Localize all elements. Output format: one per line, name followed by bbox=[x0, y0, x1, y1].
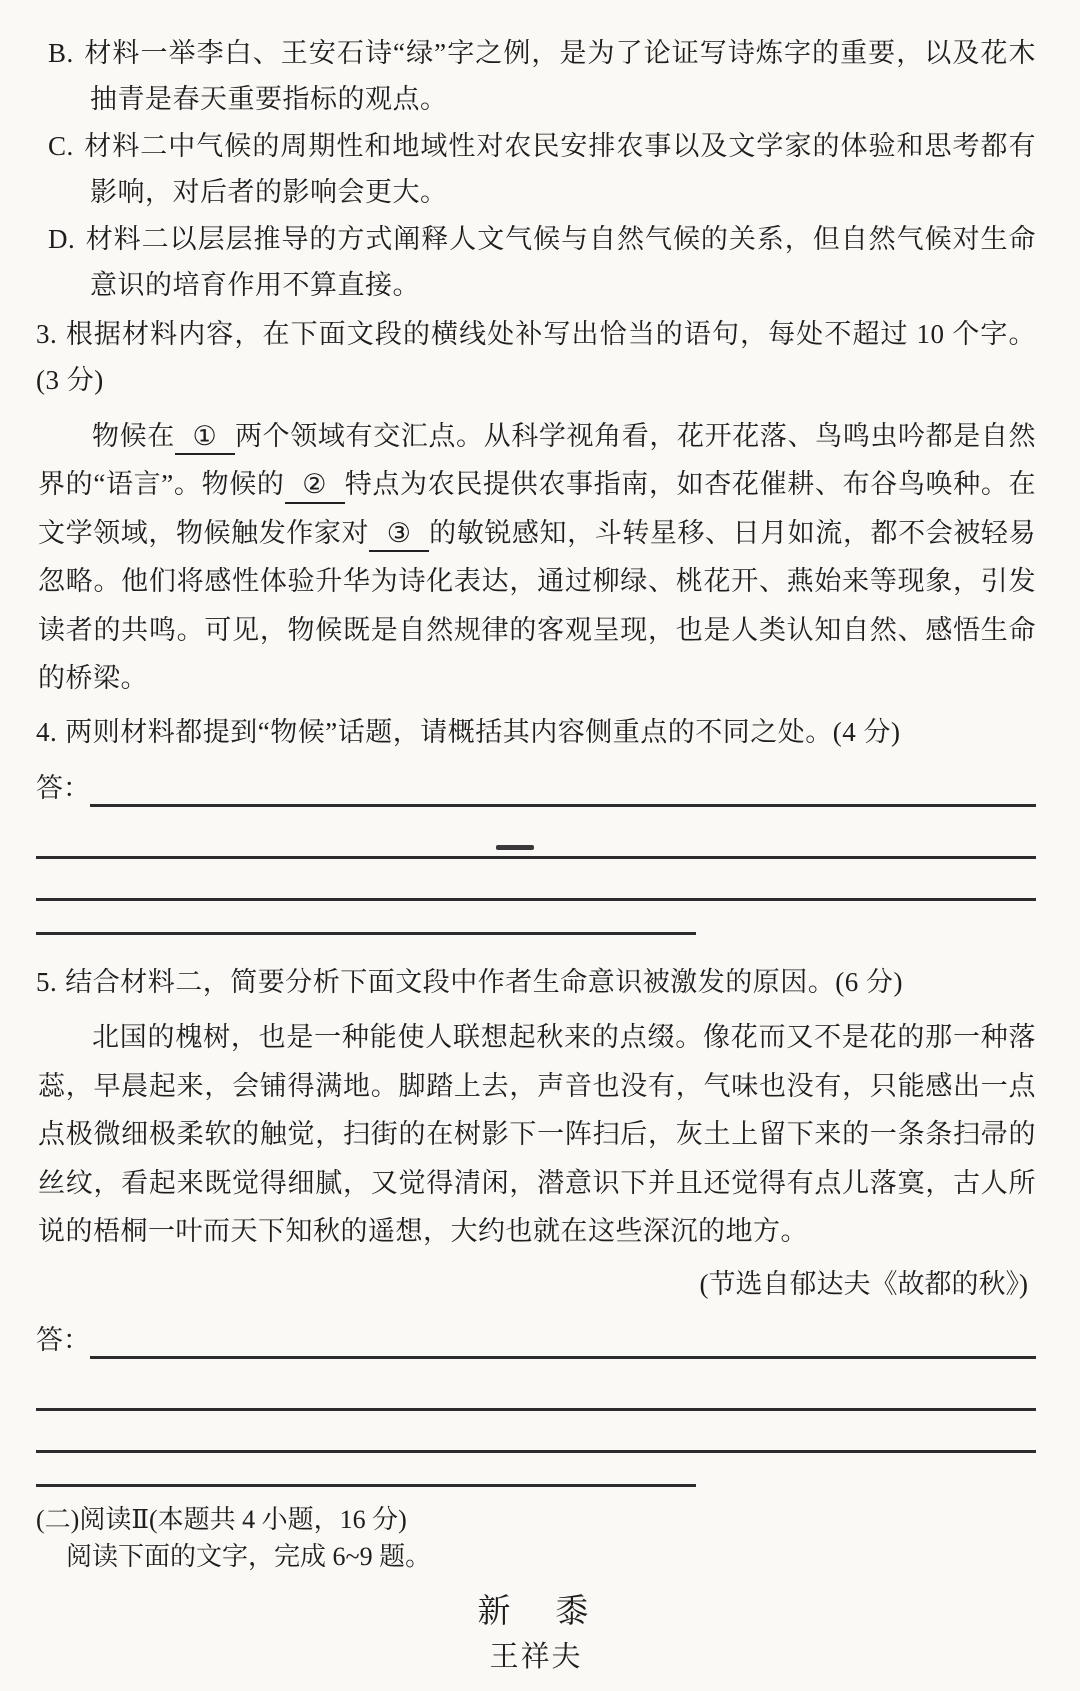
question-4-answer-line-3 bbox=[36, 859, 1036, 901]
question-5-answer-label: 答： bbox=[36, 1324, 90, 1355]
question-5-stem: 结合材料二，简要分析下面文段中作者生命意识被激发的原因。(6 分) bbox=[65, 966, 903, 997]
question-5-passage: 北国的槐树，也是一种能使人联想起秋来的点缀。像花而又不是花的那一种落蕊，早晨起来，会铺得满地。脚踏上去，声音也没有，气味也没有，只能感出一点点极微细极柔软的触觉，扫街的在树影下一阵扫后，灰土上留下来的一条条扫帚的丝纹，看起来既觉得细腻，又觉得清闲，潜意识下并且还觉得有点儿落寞，古人所说的梧桐一叶而天下知秋的遥想，大约也就在这些深沉的地方。 bbox=[38, 1021, 1036, 1247]
blank-3: ③ bbox=[369, 517, 429, 553]
question-3 bbox=[36, 311, 1036, 404]
question-3-passage bbox=[38, 412, 1036, 704]
q3-passage-seg4: 的敏锐感知，斗转星移、日月如流，都不会被轻易忽略。他们将感性体验升华为诗化表达，通过柳绿、桃花开、燕始来等现象，引发读者的共鸣。可见，物候既是自然规律的客观呈现，也是人类认知自然、感悟生命的桥梁。 bbox=[38, 517, 1037, 694]
question-5-answer-line-3 bbox=[36, 1411, 1036, 1453]
option-d-text: 材料二以层层推导的方式阐释人文气候与自然气候的关系，但自然气候对生命意识的培育作用不算直接。 bbox=[85, 223, 1036, 301]
question-5-number: 5. bbox=[36, 966, 58, 997]
question-5-answer-row bbox=[36, 1318, 1036, 1359]
question-4-answer-line-1 bbox=[90, 769, 1036, 807]
option-d bbox=[48, 216, 1036, 309]
blank-1: ① bbox=[175, 420, 235, 456]
section-2-instruction: 阅读下面的文字，完成 6~9 题。 bbox=[66, 1542, 432, 1572]
question-4-answer-line-4 bbox=[36, 901, 696, 935]
question-4-stem: 两则材料都提到“物候”话题，请概括其内容侧重点的不同之处。(4 分) bbox=[65, 717, 901, 748]
option-b bbox=[48, 30, 1036, 123]
question-5-answer-line-4 bbox=[36, 1453, 696, 1487]
option-c bbox=[48, 123, 1036, 216]
question-4-answer-label: 答： bbox=[36, 772, 90, 803]
q3-passage-seg3: 特点为农民提供农事指南，如杏花催耕、布谷鸟唤种。在文学领域，物候触发作家对 bbox=[38, 469, 1037, 548]
option-b-label: B. bbox=[48, 38, 74, 68]
section-2-heading: (二)阅读Ⅱ(本题共 4 小题，16 分) bbox=[36, 1504, 407, 1534]
question-4-number: 4. bbox=[36, 717, 58, 748]
option-d-label: D. bbox=[48, 223, 76, 254]
blank-2: ② bbox=[285, 468, 345, 504]
question-4-answer-line-2 bbox=[36, 807, 1036, 859]
question-5-answer-line-1 bbox=[90, 1321, 1036, 1359]
stray-mark bbox=[496, 845, 534, 850]
reading-author: 王祥夫 bbox=[489, 1640, 583, 1673]
question-5-attribution: (节选自郁达夫《故都的秋》) bbox=[699, 1268, 1028, 1299]
question-5-answer-line-2 bbox=[36, 1359, 1036, 1411]
option-b-text: 材料一举李白、王安石诗“绿”字之例，是为了论证写诗炼字的重要，以及花木抽青是春天重要指标的观点。 bbox=[83, 38, 1036, 115]
option-c-text: 材料二中气候的周期性和地域性对农民安排农事以及文学家的体验和思考都有影响，对后者的影响会更大。 bbox=[83, 130, 1036, 208]
q3-passage-seg1: 物候在 bbox=[92, 420, 175, 451]
section-2 bbox=[36, 1501, 1036, 1678]
question-4-answer-row bbox=[36, 766, 1036, 807]
option-c-label: C. bbox=[48, 130, 74, 161]
question-3-number: 3. bbox=[36, 318, 58, 349]
question-4 bbox=[36, 709, 1036, 755]
question-3-stem: 根据材料内容，在下面文段的横线处补写出恰当的语句，每处不超过 10 个字。(3 分) bbox=[36, 318, 1036, 396]
q3-passage-seg2: 两个领域有交汇点。从科学视角看，花开花落、鸟鸣虫吟都是自然界的“语言”。物候的 bbox=[38, 420, 1036, 500]
question-5 bbox=[36, 959, 1036, 1005]
reading-title: 新 黍 bbox=[477, 1594, 595, 1631]
